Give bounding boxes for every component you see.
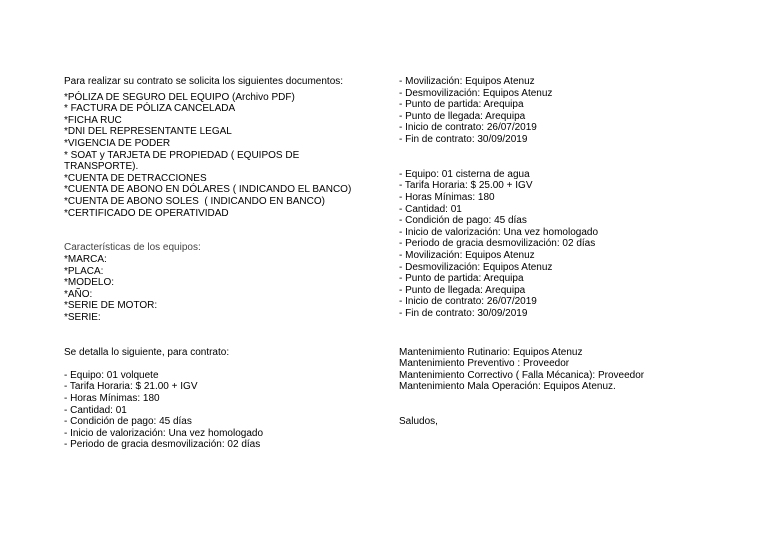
equipment-detail: - Horas Mínimas: 180 xyxy=(64,393,160,405)
equipment-detail: - Inicio de valorización: Una vez homologado xyxy=(399,226,598,238)
maintenance-item: Mantenimiento Rutinario: Equipos Atenuz xyxy=(399,346,583,358)
equipment-detail: - Tarifa Horaria: $ 21.00 + IGV xyxy=(64,381,198,393)
equipment-detail: - Tarifa Horaria: $ 25.00 + IGV xyxy=(399,180,533,192)
document-item: *CERTIFICADO DE OPERATIVIDAD xyxy=(64,207,229,219)
document-item: *PÓLIZA DE SEGURO DEL EQUIPO (Archivo PDF) xyxy=(64,91,295,103)
equipment-1-continued xyxy=(399,76,759,146)
feature-item: *PLACA: xyxy=(64,265,104,277)
equipment-detail: - Movilización: Equipos Atenuz xyxy=(399,76,535,87)
equipment-detail: - Condición de pago: 45 días xyxy=(399,215,527,227)
feature-item: *MARCA: xyxy=(64,253,107,265)
document-item: *CUENTA DE ABONO EN DÓLARES ( INDICANDO EL BANCO) xyxy=(64,184,352,196)
document-item: *CUENTA DE DETRACCIONES xyxy=(64,172,207,184)
equipment-detail: - Equipo: 01 volquete xyxy=(64,369,159,381)
equipment-detail: - Punto de partida: Arequipa xyxy=(399,99,524,111)
equipment-detail: - Desmovilización: Equipos Atenuz xyxy=(399,261,553,273)
contract-intro: Se detalla lo siguiente, para contrato: xyxy=(64,346,230,358)
maintenance-list xyxy=(399,347,759,393)
documents-list xyxy=(64,92,384,220)
document-item: *CUENTA DE ABONO SOLES ( INDICANDO EN BANCO) xyxy=(64,195,325,207)
equipment-detail: - Cantidad: 01 xyxy=(64,404,127,416)
equipment-detail: - Cantidad: 01 xyxy=(399,203,462,215)
equipment-detail: - Periodo de gracia desmovilización: 02 días xyxy=(64,439,261,451)
maintenance-item: Mantenimiento Mala Operación: Equipos Atenuz. xyxy=(399,381,616,393)
equipment-2-list xyxy=(399,169,759,320)
features-list xyxy=(64,254,384,324)
equipment-detail: - Fin de contrato: 30/09/2019 xyxy=(399,133,528,145)
feature-item: *SERIE: xyxy=(64,311,101,323)
features-title: Características de los equipos: xyxy=(64,242,201,254)
document-item: *FICHA RUC xyxy=(64,114,122,126)
equipment-detail: - Periodo de gracia desmovilización: 02 días xyxy=(399,238,596,250)
equipment-detail: - Movilización: Equipos Atenuz xyxy=(399,249,535,261)
equipment-detail: - Inicio de valorización: Una vez homologado xyxy=(64,427,263,439)
maintenance-item: Mantenimiento Correctivo ( Falla Mécanica): Proveedor xyxy=(399,369,645,381)
feature-item: *MODELO: xyxy=(64,277,115,289)
document-item: * FACTURA DE PÓLIZA CANCELADA xyxy=(64,103,236,115)
equipment-detail: - Desmovilización: Equipos Atenuz xyxy=(399,87,553,99)
feature-item: *SERIE DE MOTOR: xyxy=(64,300,158,312)
feature-item: *AÑO: xyxy=(64,288,93,300)
document-item: TRANSPORTE). xyxy=(64,161,139,173)
equipment-detail: - Punto de llegada: Arequipa xyxy=(399,110,526,122)
equipment-detail: - Punto de llegada: Arequipa xyxy=(399,284,526,296)
right-column xyxy=(399,76,759,428)
equipment-detail: - Punto de partida: Arequipa xyxy=(399,273,524,285)
equipment-detail: - Horas Mínimas: 180 xyxy=(399,191,495,203)
document-item: *DNI DEL REPRESENTANTE LEGAL xyxy=(64,126,232,138)
equipment-detail: - Inicio de contrato: 26/07/2019 xyxy=(399,296,537,308)
closing-greeting: Saludos, xyxy=(399,416,438,428)
document-item: * SOAT y TARJETA DE PROPIEDAD ( EQUIPOS DE xyxy=(64,149,300,161)
maintenance-item: Mantenimiento Preventivo : Proveedor xyxy=(399,358,570,370)
equipment-detail: - Condición de pago: 45 días xyxy=(64,416,192,428)
equipment-detail: - Equipo: 01 cisterna de agua xyxy=(399,168,530,180)
equipment-detail: - Fin de contrato: 30/09/2019 xyxy=(399,307,528,319)
document-item: *VIGENCIA DE PODER xyxy=(64,137,171,149)
equipment-detail: - Inicio de contrato: 26/07/2019 xyxy=(399,122,537,134)
equipment-1-list xyxy=(64,370,384,451)
left-column xyxy=(64,76,384,451)
documents-intro: Para realizar su contrato se solicita los siguientes documentos: xyxy=(64,76,344,87)
